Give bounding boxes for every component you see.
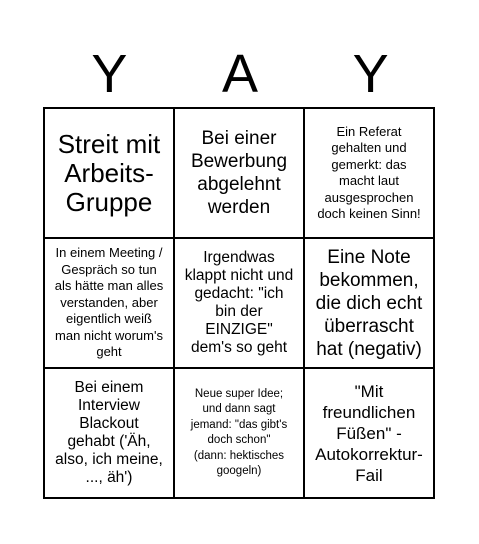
bingo-cell-text: Neue super Idee; und dann sagt jemand: "das gibt's doch schon" (dann: hektisches googeln) (190, 387, 288, 477)
bingo-cell-text: Eine Note bekommen, die dich echt überrascht hat (negativ) (315, 246, 423, 360)
bingo-cell-r2c3[interactable] (304, 238, 434, 368)
bingo-cell-text: Streit mit Arbeits- Gruppe (57, 128, 161, 217)
bingo-cell-text: Bei einem Interview Blackout gehabt ('Äh, also, ich meine, ..., äh') (55, 379, 163, 486)
bingo-cell-text: In einem Meeting / Gespräch so tun als hätte man alles verstanden, aber eigentlich weiß man nicht worum's geht (54, 245, 164, 360)
bingo-cell-r3c2[interactable] (174, 368, 304, 498)
bingo-cell-r1c3[interactable] (304, 108, 434, 238)
bingo-cell-text: Irgendwas klappt nicht und gedacht: "ich bin der EINZIGE" dem's so geht (184, 249, 294, 356)
bingo-cell-text: "Mit freundlichen Füßen" - Autokorrektur- Fail (315, 381, 423, 485)
bingo-cell-text: Bei einer Bewerbung abgelehnt werden (190, 128, 288, 218)
bingo-cell-text: Ein Referat gehalten und gemerkt: das macht laut ausgesprochen doch keinen Sinn! (317, 123, 421, 221)
bingo-cell-r2c1[interactable] (44, 238, 174, 368)
bingo-header (44, 44, 436, 104)
bingo-cell-r2c2[interactable] (174, 238, 304, 368)
bingo-cell-r3c1[interactable] (44, 368, 174, 498)
bingo-cell-r3c3[interactable] (304, 368, 434, 498)
header-letter-2: A (221, 44, 259, 104)
bingo-grid (43, 107, 435, 499)
header-letter-3: Y (352, 44, 389, 104)
bingo-cell-r1c1[interactable] (44, 108, 174, 238)
header-letter-1: Y (91, 44, 128, 104)
bingo-cell-r1c2[interactable] (174, 108, 304, 238)
